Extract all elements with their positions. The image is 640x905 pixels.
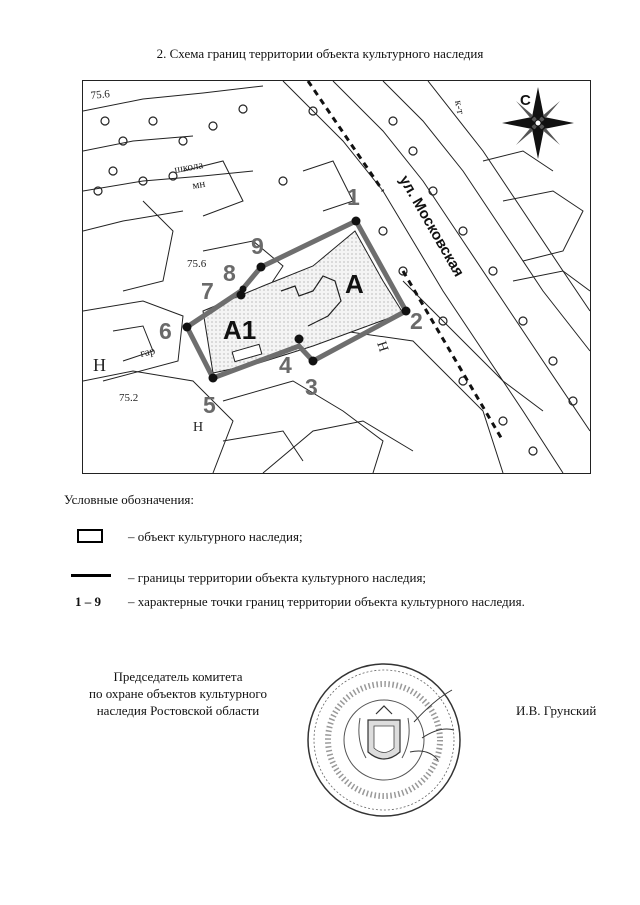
point-label-3: 3 — [305, 374, 318, 400]
map-text-n3: Н — [373, 339, 391, 354]
page-title: 2. Схема границ территории объекта культурного наследия — [156, 46, 484, 61]
official-seal — [304, 660, 464, 820]
compass-rose — [502, 87, 574, 159]
legend-boundary-text: – границы территории объекта культурного наследия; — [128, 570, 427, 585]
legend-boundary-symbol — [71, 574, 111, 577]
point-label-8: 8 — [223, 260, 236, 286]
boundary-point-6 — [183, 323, 192, 332]
legend-object-text: – объект культурного наследия; — [128, 529, 303, 544]
point-label-2: 2 — [410, 308, 423, 334]
elevation-label-3: 75.6 — [187, 258, 207, 270]
boundary-map — [82, 80, 591, 474]
compass-north-letter: С — [520, 92, 531, 109]
boundary-point-3 — [309, 357, 318, 366]
map-text-garage: гар — [139, 345, 157, 360]
map-text-kt: к-т — [452, 99, 467, 116]
signatory-line-2: по охране объектов культурного — [89, 686, 267, 701]
legend-points-text: – характерные точки границ территории объекта культурного наследия. — [128, 594, 525, 609]
signer-name: И.В. Грунский — [516, 703, 597, 718]
map-text-n1: Н — [93, 355, 106, 375]
signatory-title — [58, 668, 298, 719]
boundary-point-9 — [257, 263, 266, 272]
boundary-point-1 — [352, 217, 361, 226]
map-text-mn: мн — [191, 177, 207, 192]
point-label-5: 5 — [203, 392, 216, 418]
elevation-label-2: 75.2 — [119, 392, 139, 404]
map-text-school: школа — [173, 159, 205, 176]
legend-heading: Условные обозначения: — [64, 492, 195, 507]
point-label-6: 6 — [159, 318, 172, 344]
boundary-point-8 — [240, 286, 247, 293]
street-label: ул. Московская — [395, 172, 468, 280]
legend-points-symbol: 1 – 9 — [75, 594, 101, 609]
legend-object-symbol — [77, 529, 103, 543]
point-label-9: 9 — [251, 233, 264, 259]
point-label-4: 4 — [279, 352, 292, 378]
boundary-point-4 — [295, 335, 304, 344]
signatory-line-1: Председатель комитета — [113, 669, 243, 684]
elevation-label-1: 75.6 — [90, 88, 111, 102]
map-text-n2: Н — [193, 420, 204, 435]
point-label-7: 7 — [201, 278, 214, 304]
boundary-point-5 — [209, 374, 218, 383]
map-svg — [83, 81, 590, 473]
signatory-line-3: наследия Ростовской области — [96, 703, 260, 718]
point-label-1: 1 — [347, 184, 360, 210]
zone-label-a1: А1 — [223, 315, 257, 345]
zone-label-a: А — [345, 269, 364, 299]
